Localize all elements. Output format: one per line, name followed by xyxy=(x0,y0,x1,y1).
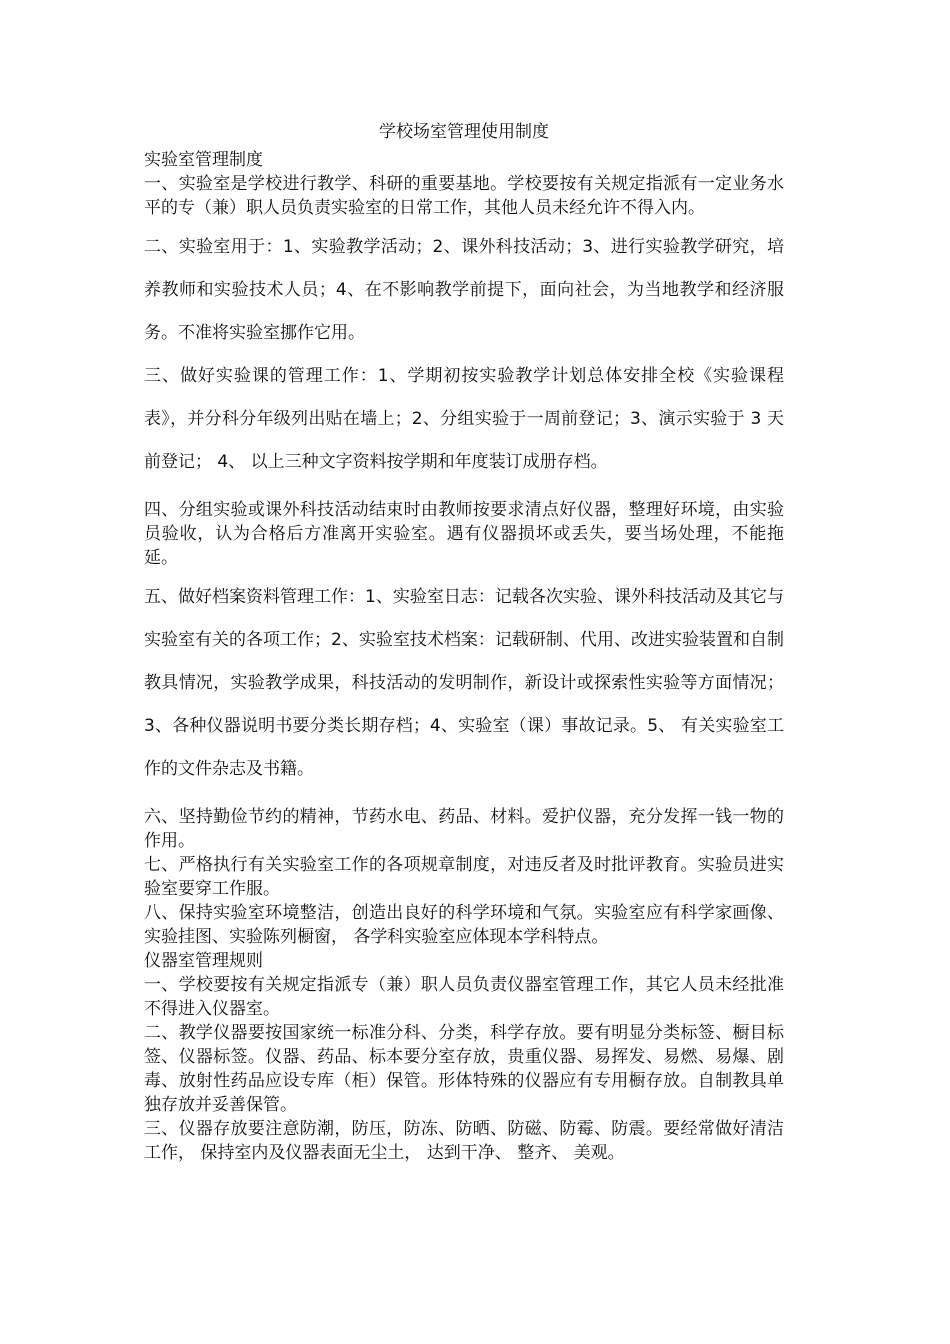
lab-rule-8: 八、保持实验室环境整洁，创造出良好的科学环境和气氛。实验室应有科学家画像、实验挂图、实验陈列橱窗， 各学科实验室应体现本学科特点。 xyxy=(144,903,784,947)
instrument-rule-2: 二、教学仪器要按国家统一标准分科、分类，科学存放。要有明显分类标签、橱目标签、仪器标签。仪器、药品、标本要分室存放，贵重仪器、易挥发、易燃、易爆、剧毒、放射性药品应设专库（柜）保管。形体特殊的仪器应有专用橱存放。自制教具单独存放并妥善保管。 xyxy=(144,1023,784,1115)
document-title: 学校场室管理使用制度 xyxy=(379,122,549,142)
lab-section-heading: 实验室管理制度 xyxy=(144,150,263,170)
lab-rule-5: 五、做好档案资料管理工作：1、实验室日志：记载各次实验、课外科技活动及其它与实验室有关的各项工作；2、实验室技术档案：记载研制、代用、改进实验装置和自制教具情况，实验教学成果，科技活动的发明制作，新设计或探索性实验等方面情况；3、各种仪器说明书要分类长期存档；4、实验室（课）事故记录。5、 有关实验室工作的文件杂志及书籍。 xyxy=(144,587,784,779)
lab-rule-7: 七、严格执行有关实验室工作的各项规章制度，对违反者及时批评教育。实验员进实验室要穿工作服。 xyxy=(144,855,784,899)
lab-rule-3: 三、做好实验课的管理工作：1、学期初按实验教学计划总体安排全校《实验课程表》，并分科分年级列出贴在墙上；2、分组实验于一周前登记；3、演示实验于 3 天前登记； 4、 以上三种文字资料按学期和年度装订成册存档。 xyxy=(144,366,784,472)
lab-rule-2: 二、实验室用于：1、实验教学活动；2、课外科技活动；3、进行实验教学研究，培养教师和实验技术人员；4、在不影响教学前提下，面向社会，为当地教学和经济服务。不准将实验室挪作它用。 xyxy=(144,237,784,343)
lab-rule-1: 一、实验室是学校进行教学、科研的重要基地。学校要按有关规定指派有一定业务水平的专（兼）职人员负责实验室的日常工作，其他人员未经允许不得入内。 xyxy=(144,174,784,218)
lab-rule-4: 四、分组实验或课外科技活动结束时由教师按要求清点好仪器，整理好环境，由实验员验收，认为合格后方准离开实验室。遇有仪器损坏或丢失，要当场处理，不能拖延。 xyxy=(144,500,784,568)
lab-rule-6: 六、坚持勤俭节约的精神，节药水电、药品、材料。爱护仪器，充分发挥一钱一物的作用。 xyxy=(144,807,784,851)
instrument-rule-1: 一、学校要按有关规定指派专（兼）职人员负责仪器室管理工作，其它人员未经批准不得进入仪器室。 xyxy=(144,975,784,1019)
document-page xyxy=(144,120,784,1165)
instrument-section-heading: 仪器室管理规则 xyxy=(144,951,263,971)
instrument-rule-3: 三、仪器存放要注意防潮，防压，防冻、防晒、防磁、防霉、防震。要经常做好清洁工作， 保持室内及仪器表面无尘土， 达到干净、 整齐、 美观。 xyxy=(144,1119,784,1163)
